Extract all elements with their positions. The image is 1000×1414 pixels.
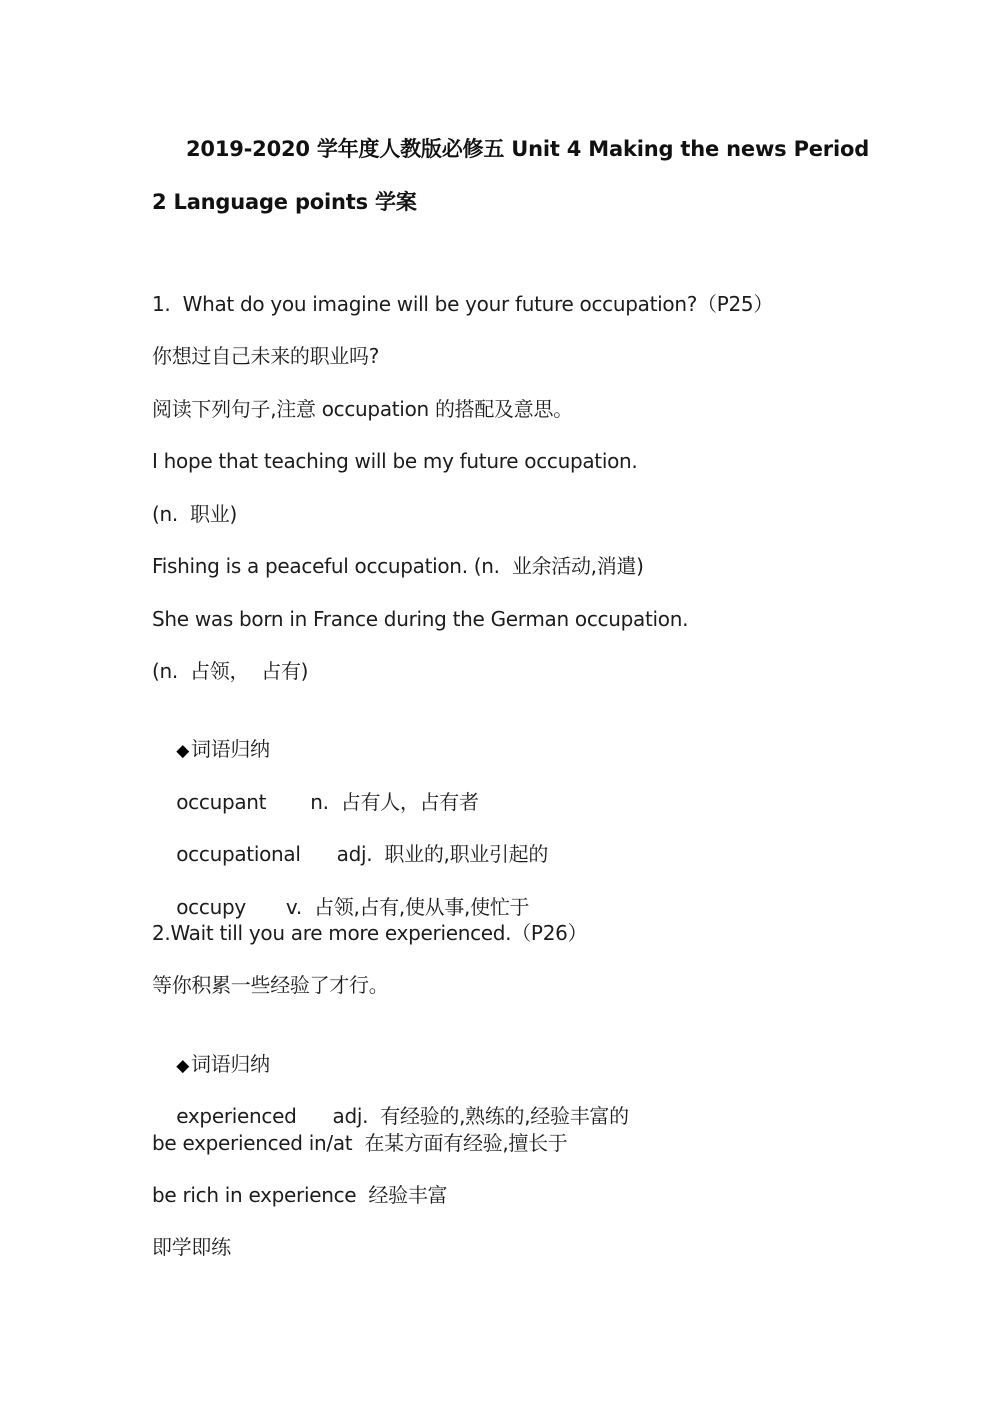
phrase-experienced-in: be experienced in/at 在某方面有经验,擅长于 <box>152 1131 568 1155</box>
example-sentence-3: She was born in France during the German occupation. <box>152 607 689 631</box>
example-sentence-2: Fishing is a peaceful occupation. (n. 业余活动,消遣) <box>152 554 644 578</box>
part-of-speech: adj. <box>336 842 373 866</box>
summary-heading-label: 词语归纳 <box>191 737 270 761</box>
example-meaning-3: (n. 占领， 占有) <box>152 659 309 683</box>
example-sentence-1: I hope that teaching will be my future occupation. <box>152 449 638 473</box>
question-1-translation: 你想过自己未来的职业吗? <box>152 344 380 368</box>
word-meaning: 占领,占有,使从事,使忙于 <box>314 895 530 919</box>
question-2-translation: 等你积累一些经验了才行。 <box>152 973 389 997</box>
part-of-speech: n. <box>310 790 329 814</box>
question-1: 1. What do you imagine will be your future occupation?（P25） <box>152 292 774 316</box>
word: occupational <box>176 842 301 866</box>
example-meaning-1: (n. 职业) <box>152 502 237 526</box>
question-2: 2.Wait till you are more experienced.（P26） <box>152 921 588 945</box>
question-1-instruction: 阅读下列句子,注意 occupation 的搭配及意思。 <box>152 397 573 421</box>
word-meaning: 职业的,职业引起的 <box>384 842 549 866</box>
practice-heading: 即学即练 <box>152 1235 231 1259</box>
part-of-speech: adj. <box>332 1104 369 1128</box>
word-meaning: 有经验的,熟练的,经验丰富的 <box>380 1104 629 1128</box>
word-meaning: 占有人，占有者 <box>340 790 479 814</box>
word: occupy <box>176 895 246 919</box>
phrase-rich-in-experience: be rich in experience 经验丰富 <box>152 1183 448 1207</box>
document-title-line-1: 2019-2020 学年度人教版必修五 Unit 4 Making the news Period <box>186 137 870 161</box>
part-of-speech: v. <box>285 895 302 919</box>
document-title-line-2: 2 Language points 学案 <box>152 190 417 214</box>
word: occupant <box>176 790 267 814</box>
diamond-bullet-icon: ◆ <box>176 1056 190 1076</box>
word: experienced <box>176 1104 297 1128</box>
summary-heading-label: 词语归纳 <box>191 1052 270 1076</box>
diamond-bullet-icon: ◆ <box>176 741 190 761</box>
